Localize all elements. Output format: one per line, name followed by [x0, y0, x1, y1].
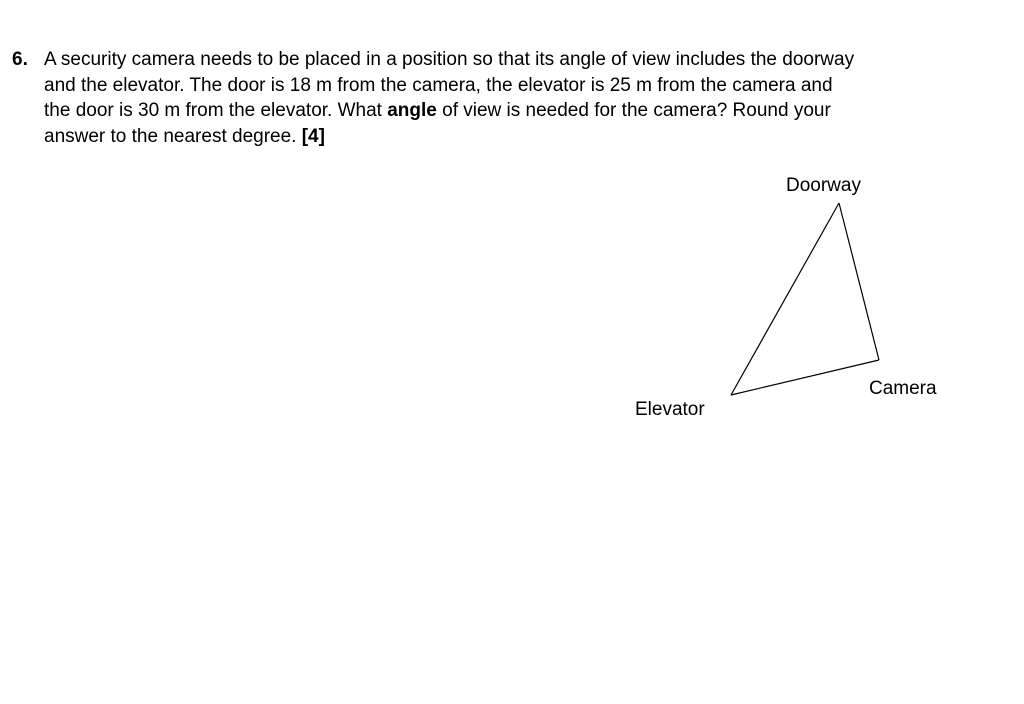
question-line-3-end: of view is needed for the camera? Round your: [436, 100, 831, 121]
label-doorway: Doorway: [786, 175, 861, 196]
side-doorway-camera: [839, 203, 879, 360]
question-line-2: and the elevator. The door is 18 m from the camera, the elevator is 25 m from the camera and: [44, 74, 833, 96]
label-elevator: Elevator: [635, 399, 705, 420]
question-line-1: A security camera needs to be placed in a position so that its angle of view includes the doorway: [44, 49, 855, 70]
question-line-3-start: the door is 30 m from the elevator. What: [44, 100, 388, 121]
emphasis-angle: angle: [387, 100, 437, 121]
label-camera: Camera: [869, 378, 937, 399]
triangle-sides: [731, 203, 879, 395]
side-camera-elevator: [731, 360, 879, 395]
question-line-4-text: answer to the nearest degree.: [44, 125, 302, 147]
side-elevator-doorway: [731, 203, 839, 395]
marks-label: [4]: [301, 125, 325, 147]
question-number: 6.: [12, 49, 28, 70]
